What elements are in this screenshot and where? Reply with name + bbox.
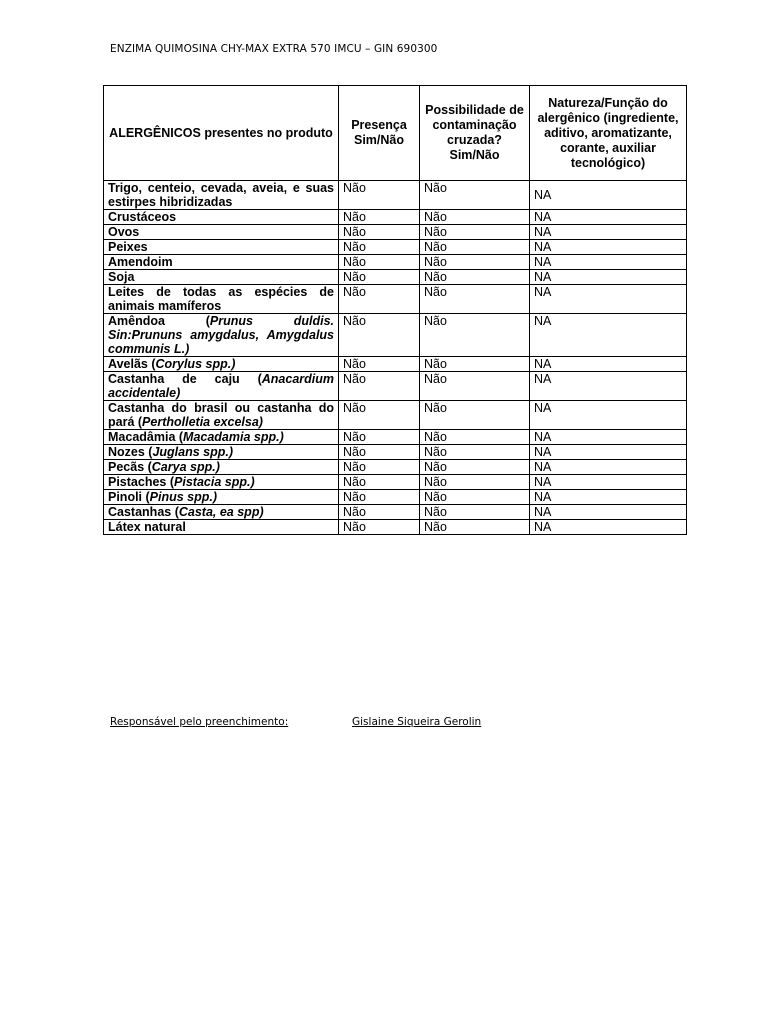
cross-contamination-value: Não xyxy=(420,401,530,430)
presence-value: Não xyxy=(339,520,420,535)
presence-value: Não xyxy=(339,357,420,372)
allergen-name: Avelãs ( xyxy=(108,357,156,371)
allergen-name-cell xyxy=(104,314,339,357)
allergen-name: Castanha do brasil ou castanha do pará ( xyxy=(108,401,334,429)
table-row xyxy=(104,520,687,535)
cross-contamination-value: Não xyxy=(420,210,530,225)
presence-value: Não xyxy=(339,270,420,285)
cross-contamination-value: Não xyxy=(420,314,530,357)
table-header-row xyxy=(104,86,687,181)
table-row xyxy=(104,401,687,430)
allergen-scientific-name: Macadamia spp.) xyxy=(183,430,284,444)
allergen-name-cell xyxy=(104,520,339,535)
column-header-presence: Presença Sim/Não xyxy=(339,86,420,181)
cross-contamination-value: Não xyxy=(420,255,530,270)
allergen-name: Castanhas ( xyxy=(108,505,179,519)
cross-contamination-value: Não xyxy=(420,181,530,210)
nature-function-value: NA xyxy=(530,314,687,357)
allergen-name-cell xyxy=(104,255,339,270)
nature-function-value: NA xyxy=(530,181,687,210)
cross-contamination-value: Não xyxy=(420,285,530,314)
table-row xyxy=(104,430,687,445)
nature-function-value: NA xyxy=(530,285,687,314)
table-row xyxy=(104,240,687,255)
nature-function-value: NA xyxy=(530,430,687,445)
presence-value: Não xyxy=(339,181,420,210)
cross-contamination-value: Não xyxy=(420,445,530,460)
cross-contamination-value: Não xyxy=(420,490,530,505)
allergen-name: Pinoli ( xyxy=(108,490,150,504)
nature-function-value: NA xyxy=(530,357,687,372)
presence-value: Não xyxy=(339,240,420,255)
cross-contamination-value: Não xyxy=(420,430,530,445)
allergen-name: Amendoim xyxy=(108,255,173,269)
nature-function-value: NA xyxy=(530,460,687,475)
allergen-name-cell xyxy=(104,475,339,490)
presence-value: Não xyxy=(339,460,420,475)
nature-function-value: NA xyxy=(530,225,687,240)
responsible-label: Responsável pelo preenchimento: xyxy=(110,716,289,728)
allergen-scientific-name: Pistacia spp.) xyxy=(174,475,255,489)
column-header-allergens: ALERGÊNICOS presentes no produto xyxy=(104,86,339,181)
table-row xyxy=(104,270,687,285)
allergen-name: Pecãs ( xyxy=(108,460,152,474)
allergen-name-cell xyxy=(104,445,339,460)
allergen-scientific-name: Prunus duldis. Sin:Prununs amygdalus, Amygdalus communis L.) xyxy=(108,314,334,356)
responsible-name: Gislaine Siqueira Gerolin xyxy=(352,716,482,728)
presence-value: Não xyxy=(339,225,420,240)
column-header-cross-contamination: Possibilidade de contaminação cruzada? Sim/Não xyxy=(420,86,530,181)
allergen-name-cell xyxy=(104,460,339,475)
table-row xyxy=(104,314,687,357)
allergen-scientific-name: Pinus spp.) xyxy=(149,490,218,504)
cross-contamination-value: Não xyxy=(420,460,530,475)
presence-value: Não xyxy=(339,475,420,490)
nature-function-value: NA xyxy=(530,270,687,285)
allergen-table xyxy=(103,85,687,535)
cross-contamination-value: Não xyxy=(420,240,530,255)
nature-function-value: NA xyxy=(530,475,687,490)
allergen-name: Pistaches ( xyxy=(108,475,175,489)
presence-value: Não xyxy=(339,505,420,520)
table-row xyxy=(104,181,687,210)
table-row xyxy=(104,490,687,505)
allergen-name-cell xyxy=(104,505,339,520)
document-title: ENZIMA QUIMOSINA CHY-MAX EXTRA 570 IMCU – GIN 690300 xyxy=(110,43,438,55)
allergen-name-cell xyxy=(104,210,339,225)
table-row xyxy=(104,285,687,314)
allergen-name: Crustáceos xyxy=(108,210,177,224)
allergen-name: Amêndoa ( xyxy=(108,314,210,328)
table-row xyxy=(104,225,687,240)
allergen-scientific-name: Corylus spp.) xyxy=(155,357,236,371)
table-body xyxy=(104,181,687,535)
allergen-name-cell xyxy=(104,240,339,255)
cross-contamination-value: Não xyxy=(420,475,530,490)
cross-contamination-value: Não xyxy=(420,357,530,372)
table-row xyxy=(104,357,687,372)
nature-function-value: NA xyxy=(530,210,687,225)
allergen-name-cell xyxy=(104,372,339,401)
allergen-scientific-name: Carya spp.) xyxy=(151,460,220,474)
nature-function-value: NA xyxy=(530,505,687,520)
table-row xyxy=(104,475,687,490)
presence-value: Não xyxy=(339,285,420,314)
nature-function-value: NA xyxy=(530,255,687,270)
presence-value: Não xyxy=(339,314,420,357)
allergen-name-cell xyxy=(104,357,339,372)
allergen-name: Leites de todas as espécies de animais mamíferos xyxy=(108,285,334,313)
presence-value: Não xyxy=(339,401,420,430)
allergen-scientific-name: Pertholletia excelsa) xyxy=(142,415,263,429)
table-row xyxy=(104,505,687,520)
allergen-scientific-name: Juglans spp.) xyxy=(152,445,234,459)
cross-contamination-value: Não xyxy=(420,270,530,285)
nature-function-value: NA xyxy=(530,401,687,430)
cross-contamination-value: Não xyxy=(420,225,530,240)
allergen-name: Nozes ( xyxy=(108,445,153,459)
nature-function-value: NA xyxy=(530,372,687,401)
table-row xyxy=(104,210,687,225)
nature-function-value: NA xyxy=(530,520,687,535)
allergen-name-cell xyxy=(104,285,339,314)
allergen-name: Peixes xyxy=(108,240,148,254)
table-row xyxy=(104,372,687,401)
allergen-name: Ovos xyxy=(108,225,140,239)
allergen-name-cell xyxy=(104,181,339,210)
presence-value: Não xyxy=(339,445,420,460)
nature-function-value: NA xyxy=(530,240,687,255)
allergen-name-cell xyxy=(104,490,339,505)
table-row xyxy=(104,445,687,460)
table-row xyxy=(104,460,687,475)
allergen-scientific-name: Anacardium accidentale) xyxy=(108,372,334,400)
presence-value: Não xyxy=(339,372,420,401)
cross-contamination-value: Não xyxy=(420,505,530,520)
allergen-name: Trigo, centeio, cevada, aveia, e suas estirpes hibridizadas xyxy=(108,181,334,209)
presence-value: Não xyxy=(339,430,420,445)
cross-contamination-value: Não xyxy=(420,372,530,401)
presence-value: Não xyxy=(339,210,420,225)
cross-contamination-value: Não xyxy=(420,520,530,535)
allergen-name-cell xyxy=(104,401,339,430)
presence-value: Não xyxy=(339,490,420,505)
table-row xyxy=(104,255,687,270)
allergen-name-cell xyxy=(104,430,339,445)
allergen-name: Castanha de caju ( xyxy=(108,372,262,386)
nature-function-value: NA xyxy=(530,445,687,460)
allergen-scientific-name: Casta, ea spp) xyxy=(178,505,264,519)
allergen-name: Soja xyxy=(108,270,135,284)
allergen-name-cell xyxy=(104,225,339,240)
nature-function-value: NA xyxy=(530,490,687,505)
presence-value: Não xyxy=(339,255,420,270)
allergen-name: Látex natural xyxy=(108,520,186,534)
allergen-name-cell xyxy=(104,270,339,285)
allergen-name: Macadâmia ( xyxy=(108,430,184,444)
column-header-nature-function: Natureza/Função do alergênico (ingrediente, aditivo, aromatizante, corante, auxiliar tecnológico) xyxy=(530,86,687,181)
